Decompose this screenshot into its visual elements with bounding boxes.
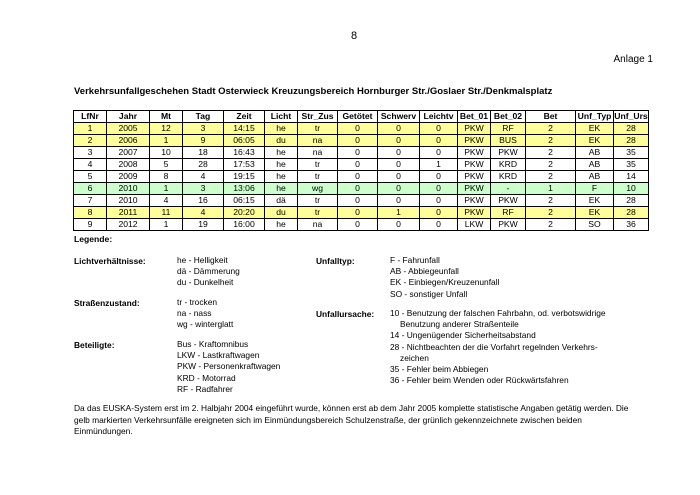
legend-strasse-item: wg - winterglatt xyxy=(177,319,234,330)
table-cell: he xyxy=(265,183,298,195)
legend-beteiligte-label: Beteiligte: xyxy=(74,340,115,350)
table-cell: 0 xyxy=(378,195,420,207)
annex-label: Anlage 1 xyxy=(613,54,653,65)
accident-table xyxy=(73,110,649,231)
table-cell: KRD xyxy=(491,171,526,183)
table-cell: 7 xyxy=(74,195,107,207)
table-cell: 0 xyxy=(420,123,458,135)
table-cell: 1 xyxy=(150,183,183,195)
table-row xyxy=(74,171,649,183)
column-header: Leichtv xyxy=(420,111,458,123)
table-cell: 20:20 xyxy=(224,207,265,219)
table-cell: tr xyxy=(298,159,338,171)
table-cell: 0 xyxy=(338,219,378,231)
table-cell: 0 xyxy=(420,219,458,231)
table-cell: 4 xyxy=(74,159,107,171)
table-cell: 2011 xyxy=(107,207,150,219)
table-cell: 1 xyxy=(420,159,458,171)
table-cell: 1 xyxy=(74,123,107,135)
table-cell: 1 xyxy=(526,183,576,195)
legend-unfalltyp-list xyxy=(390,255,499,300)
table-cell: 28 xyxy=(614,123,649,135)
table-cell: 4 xyxy=(150,195,183,207)
legend-beteiligte-item: KRD - Motorrad xyxy=(177,372,236,383)
table-cell: du xyxy=(265,135,298,147)
table-cell: PKW xyxy=(491,219,526,231)
legend-unfalltyp-label: Unfalltyp: xyxy=(316,256,355,266)
table-cell: EK xyxy=(576,195,614,207)
legend-unfallursache-item: Benutzung anderer Straßenteile xyxy=(400,319,519,330)
table-cell: 16:00 xyxy=(224,219,265,231)
table-cell: 35 xyxy=(614,147,649,159)
table-cell: 3 xyxy=(74,147,107,159)
table-cell: AB xyxy=(576,171,614,183)
table-cell: 3 xyxy=(183,123,224,135)
table-cell: 1 xyxy=(378,207,420,219)
table-row xyxy=(74,135,649,147)
table-cell: 10 xyxy=(150,147,183,159)
table-cell: tr xyxy=(298,171,338,183)
legend-unfalltyp-item: SO - sonstiger Unfall xyxy=(390,288,468,299)
table-cell: PKW xyxy=(458,207,491,219)
legend-beteiligte-list xyxy=(177,339,280,395)
legend-unfalltyp-item: EK - Einbiegen/Kreuzenunfall xyxy=(390,277,500,288)
table-cell: BUS xyxy=(491,135,526,147)
table-cell: 5 xyxy=(150,159,183,171)
table-cell: 0 xyxy=(378,123,420,135)
table-cell: 11 xyxy=(150,207,183,219)
table-cell: na xyxy=(298,135,338,147)
table-cell: 1 xyxy=(150,135,183,147)
legend-unfallursache-item: 36 - Fehler beim Wenden oder Rückwärtsfahren xyxy=(390,375,569,386)
table-header-row xyxy=(74,111,649,123)
legend-unfallursache-item: 28 - Nichtbeachten der die Vorfahrt regelnden Verkehrs- xyxy=(390,341,598,352)
table-cell: PKW xyxy=(458,183,491,195)
table-cell: 8 xyxy=(74,207,107,219)
column-header: LfNr xyxy=(74,111,107,123)
footnote: Da das EUSKA-System erst im 2. Halbjahr 2004 eingeführt wurde, können erst ab dem Jahr 2005 komplette statistische Angaben getätig werden. Die gelb markierten Verkehrsunfälle ereigneten sich im Einmündungsbereich Schulzenstraße, der grünlich gekennzeichnete zwischen beiden Einmündungen. xyxy=(74,403,629,437)
table-cell: 14 xyxy=(614,171,649,183)
legend-unfallursache-label: Unfallursache: xyxy=(316,309,375,319)
column-header: Tag xyxy=(183,111,224,123)
table-cell: F xyxy=(576,183,614,195)
table-cell: 2 xyxy=(526,195,576,207)
column-header: Str_Zus xyxy=(298,111,338,123)
column-header: Licht xyxy=(265,111,298,123)
table-cell: 06:05 xyxy=(224,135,265,147)
legend-unfallursache-item: 35 - Fehler beim Abbiegen xyxy=(390,364,489,375)
table-row xyxy=(74,147,649,159)
table-cell: tr xyxy=(298,195,338,207)
legend-licht-item: dä - Dämmerung xyxy=(177,266,240,277)
table-cell: na xyxy=(298,147,338,159)
table-row xyxy=(74,183,649,195)
table-cell: PKW xyxy=(458,123,491,135)
table-row xyxy=(74,207,649,219)
legend-unfallursache-item: 10 - Benutzung der falschen Fahrbahn, od. verbotswidrige xyxy=(390,308,606,318)
table-cell: 2 xyxy=(526,123,576,135)
legend-unfallursache-item: zeichen xyxy=(400,352,429,363)
table-cell: 0 xyxy=(420,135,458,147)
table-cell: 0 xyxy=(338,171,378,183)
table-cell: PKW xyxy=(458,135,491,147)
table-cell: 2 xyxy=(526,135,576,147)
legend-unfallursache-item: 14 - Ungenügender Sicherheitsabstand xyxy=(390,330,536,341)
legend-beteiligte-item: RF - Radfahrer xyxy=(177,383,233,394)
table-cell: dä xyxy=(265,195,298,207)
table-cell: 2 xyxy=(526,219,576,231)
legend-licht-item: du - Dunkelheit xyxy=(177,277,234,288)
table-cell: he xyxy=(265,123,298,135)
table-cell: 19 xyxy=(183,219,224,231)
table-cell: 2 xyxy=(526,171,576,183)
table-cell: 13:06 xyxy=(224,183,265,195)
table-cell: KRD xyxy=(491,159,526,171)
table-cell: 2010 xyxy=(107,195,150,207)
table-cell: 0 xyxy=(420,171,458,183)
table-cell: tr xyxy=(298,123,338,135)
table-cell: 2012 xyxy=(107,219,150,231)
column-header: Jahr xyxy=(107,111,150,123)
legend-strasse-list xyxy=(177,297,233,331)
table-row xyxy=(74,159,649,171)
legend-beteiligte-item: PKW - Personenkraftwagen xyxy=(177,361,281,372)
table-cell: 0 xyxy=(378,135,420,147)
table-cell: 9 xyxy=(183,135,224,147)
column-header: Schwerv xyxy=(378,111,420,123)
table-cell: 5 xyxy=(74,171,107,183)
table-cell: 0 xyxy=(338,135,378,147)
table-cell: 9 xyxy=(74,219,107,231)
legend-licht-item: he - Helligkeit xyxy=(177,255,228,265)
table-cell: RF xyxy=(491,207,526,219)
table-cell: wg xyxy=(298,183,338,195)
table-cell: 2 xyxy=(526,159,576,171)
column-header: Bet_01 xyxy=(458,111,491,123)
table-cell: 12 xyxy=(150,123,183,135)
table-cell: he xyxy=(265,171,298,183)
table-cell: 4 xyxy=(183,171,224,183)
table-cell: 2008 xyxy=(107,159,150,171)
table-cell: 36 xyxy=(614,219,649,231)
legend-strasse-item: tr - trocken xyxy=(177,297,218,307)
table-cell: tr xyxy=(298,207,338,219)
table-cell: 28 xyxy=(614,195,649,207)
legend-title: Legende: xyxy=(74,234,113,244)
table-cell: 0 xyxy=(378,219,420,231)
table-cell: PKW xyxy=(458,147,491,159)
table-row xyxy=(74,219,649,231)
legend-licht-label: Lichtverhältnisse: xyxy=(74,256,146,266)
table-cell: PKW xyxy=(491,147,526,159)
column-header: Bet_02 xyxy=(491,111,526,123)
legend-beteiligte-item: LKW - Lastkraftwagen xyxy=(177,350,260,361)
legend-strasse-label: Straßenzustand: xyxy=(74,298,140,308)
table-cell: 14:15 xyxy=(224,123,265,135)
table-cell: 2010 xyxy=(107,183,150,195)
table-cell: AB xyxy=(576,159,614,171)
column-header: Mt xyxy=(150,111,183,123)
table-cell: 2 xyxy=(526,147,576,159)
document-title: Verkehrsunfallgeschehen Stadt Osterwieck Kreuzungsbereich Hornburger Str./Goslaer Str./Denkmalsplatz xyxy=(74,86,553,97)
table-cell: na xyxy=(298,219,338,231)
legend-unfallursache-list xyxy=(390,308,606,386)
column-header: Unf_Typ xyxy=(576,111,614,123)
page-number: 8 xyxy=(351,30,358,42)
table-cell: - xyxy=(491,183,526,195)
table-row xyxy=(74,123,649,135)
table-cell: PKW xyxy=(458,171,491,183)
table-cell: he xyxy=(265,219,298,231)
table-cell: 0 xyxy=(378,171,420,183)
table-cell: 10 xyxy=(614,183,649,195)
table-cell: 35 xyxy=(614,159,649,171)
table-cell: 1 xyxy=(150,219,183,231)
table-cell: 2009 xyxy=(107,171,150,183)
table-cell: 4 xyxy=(183,207,224,219)
table-row xyxy=(74,195,649,207)
table-cell: 28 xyxy=(614,135,649,147)
table-cell: EK xyxy=(576,207,614,219)
column-header: Zeit xyxy=(224,111,265,123)
table-cell: 2007 xyxy=(107,147,150,159)
table-cell: 2 xyxy=(74,135,107,147)
table-cell: 0 xyxy=(338,123,378,135)
table-cell: 28 xyxy=(183,159,224,171)
table-cell: 0 xyxy=(420,195,458,207)
table-cell: 2 xyxy=(526,207,576,219)
table-cell: PKW xyxy=(458,159,491,171)
table-cell: 0 xyxy=(338,195,378,207)
table-cell: 0 xyxy=(420,147,458,159)
table-cell: 18 xyxy=(183,147,224,159)
table-cell: 2006 xyxy=(107,135,150,147)
table-cell: 0 xyxy=(338,159,378,171)
table-cell: 0 xyxy=(420,183,458,195)
table-cell: EK xyxy=(576,123,614,135)
legend-unfalltyp-item: F - Fahrunfall xyxy=(390,255,440,265)
legend-unfalltyp-item: AB - Abbiegeunfall xyxy=(390,266,459,277)
column-header: Getötet xyxy=(338,111,378,123)
table-cell: SO xyxy=(576,219,614,231)
table-cell: 19:15 xyxy=(224,171,265,183)
column-header: Unf_Urs xyxy=(614,111,648,121)
table-cell: RF xyxy=(491,123,526,135)
table-cell: he xyxy=(265,159,298,171)
table-cell: 6 xyxy=(74,183,107,195)
table-cell: 3 xyxy=(183,183,224,195)
table-cell: 0 xyxy=(378,159,420,171)
table-cell: he xyxy=(265,147,298,159)
table-cell: 0 xyxy=(338,207,378,219)
legend-beteiligte-item: Bus - Kraftomnibus xyxy=(177,339,249,349)
table-cell: PKW xyxy=(491,195,526,207)
table-cell: 06:15 xyxy=(224,195,265,207)
column-header: Bet xyxy=(526,111,576,123)
table-cell: 16:43 xyxy=(224,147,265,159)
table-cell: EK xyxy=(576,135,614,147)
table-cell: 0 xyxy=(378,147,420,159)
table-cell: 8 xyxy=(150,171,183,183)
table-cell: 0 xyxy=(338,183,378,195)
table-cell: 0 xyxy=(420,207,458,219)
table-cell: 17:53 xyxy=(224,159,265,171)
legend-licht-list xyxy=(177,255,240,289)
table-cell: PKW xyxy=(458,195,491,207)
table-cell: LKW xyxy=(458,219,491,231)
table-cell: 16 xyxy=(183,195,224,207)
table-cell: 28 xyxy=(614,207,649,219)
table-cell: 0 xyxy=(338,147,378,159)
table-cell: 2005 xyxy=(107,123,150,135)
table-cell: 0 xyxy=(378,183,420,195)
legend-strasse-item: na - nass xyxy=(177,308,212,319)
table-cell: du xyxy=(265,207,298,219)
table-cell: AB xyxy=(576,147,614,159)
